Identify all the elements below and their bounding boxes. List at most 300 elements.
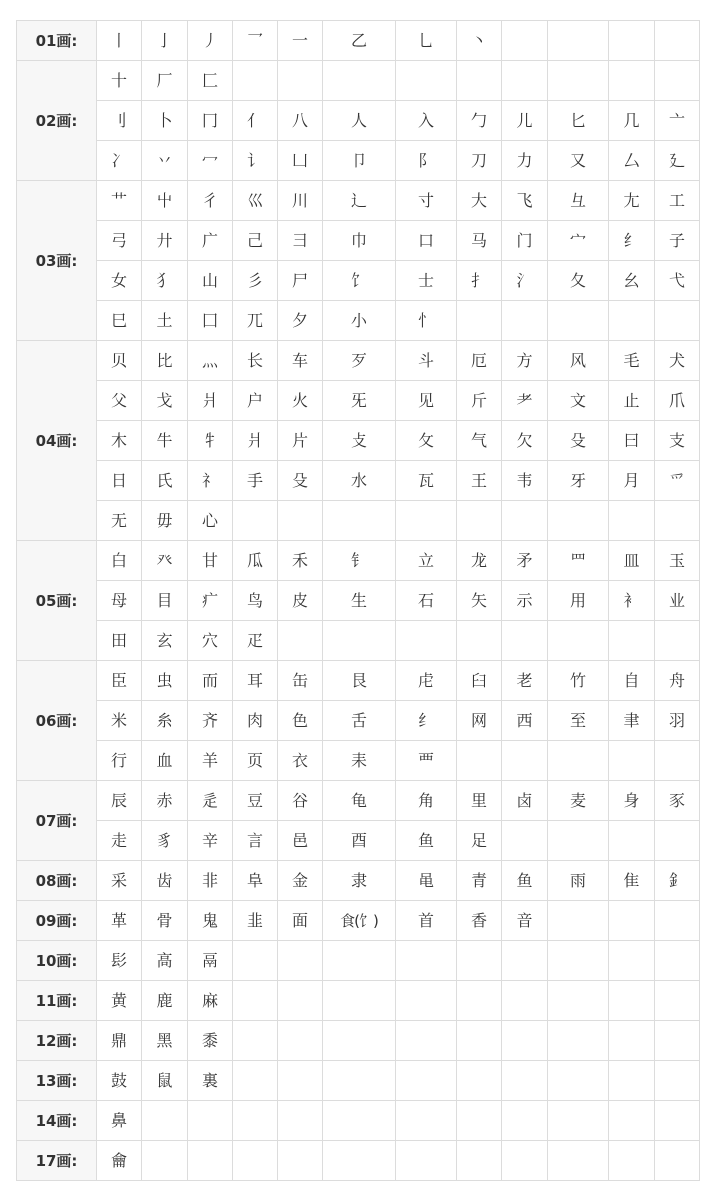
radical-cell: 刂 — [97, 101, 142, 141]
radical-cell: 马 — [457, 221, 502, 261]
stroke-count-label: 10画: — [17, 941, 97, 981]
radical-cell: 十 — [97, 61, 142, 101]
empty-cell — [396, 1141, 457, 1181]
stroke-count-label: 11画: — [17, 981, 97, 1021]
radical-cell: 舟 — [655, 661, 700, 701]
radical-cell: 冫 — [97, 141, 142, 181]
radical-cell: 龙 — [457, 541, 502, 581]
table-row — [17, 461, 700, 501]
empty-cell — [655, 941, 700, 981]
table-row — [17, 1061, 700, 1101]
radical-cell: 身 — [609, 781, 655, 821]
empty-cell — [548, 1141, 609, 1181]
radical-cell: 虫 — [142, 661, 188, 701]
radical-cell: 乚 — [396, 21, 457, 61]
radical-cell: 斗 — [396, 341, 457, 381]
radical-cell: 刀 — [457, 141, 502, 181]
radical-cell: 色 — [278, 701, 323, 741]
radical-cell: 力 — [502, 141, 548, 181]
empty-cell — [609, 901, 655, 941]
radical-cell: 勹 — [457, 101, 502, 141]
radical-cell: 爿 — [233, 421, 278, 461]
radical-cell: 黾 — [396, 861, 457, 901]
empty-cell — [278, 621, 323, 661]
radical-cell: 衣 — [278, 741, 323, 781]
radical-cell: 幺 — [609, 261, 655, 301]
stroke-count-label: 03画: — [17, 181, 97, 341]
empty-cell — [396, 941, 457, 981]
table-row — [17, 421, 700, 461]
empty-cell — [278, 1141, 323, 1181]
radical-cell: 业 — [655, 581, 700, 621]
empty-cell — [323, 981, 396, 1021]
radical-cell: 言 — [233, 821, 278, 861]
radical-cell: 而 — [188, 661, 233, 701]
radical-cell: 艹 — [97, 181, 142, 221]
table-row — [17, 261, 700, 301]
table-row — [17, 341, 700, 381]
radical-cell: 贝 — [97, 341, 142, 381]
radical-cell: 黄 — [97, 981, 142, 1021]
table-row — [17, 1141, 700, 1181]
radical-cell: 豕 — [655, 781, 700, 821]
radical-cell: 风 — [548, 341, 609, 381]
radical-cell: 工 — [655, 181, 700, 221]
radical-cell: 瓦 — [396, 461, 457, 501]
radical-cell: 夂 — [548, 261, 609, 301]
radical-cell: 老 — [502, 661, 548, 701]
radical-cell: 黑 — [142, 1021, 188, 1061]
radical-cell: 犬 — [655, 341, 700, 381]
radical-cell: 女 — [97, 261, 142, 301]
empty-cell — [655, 1061, 700, 1101]
radical-cell: 弓 — [97, 221, 142, 261]
table-row — [17, 501, 700, 541]
radical-cell: 行 — [97, 741, 142, 781]
radical-cell: 土 — [142, 301, 188, 341]
radical-cell: 川 — [278, 181, 323, 221]
table-row — [17, 101, 700, 141]
radical-cell: 用 — [548, 581, 609, 621]
radical-cell: 非 — [188, 861, 233, 901]
table-row — [17, 701, 700, 741]
empty-cell — [548, 741, 609, 781]
radical-cell: 乛 — [233, 21, 278, 61]
radical-cell: 亻 — [233, 101, 278, 141]
empty-cell — [609, 301, 655, 341]
radical-cell: 丿 — [188, 21, 233, 61]
radical-cell: 甘 — [188, 541, 233, 581]
table-row — [17, 1101, 700, 1141]
radical-cell: 日 — [97, 461, 142, 501]
empty-cell — [548, 981, 609, 1021]
radical-cell: 夕 — [278, 301, 323, 341]
radical-cell: 罒 — [548, 541, 609, 581]
radical-cell: 方 — [502, 341, 548, 381]
radical-cell: 齐 — [188, 701, 233, 741]
table-row — [17, 1021, 700, 1061]
radical-cell: 肉 — [233, 701, 278, 741]
radical-cell: 斤 — [457, 381, 502, 421]
empty-cell — [655, 621, 700, 661]
radical-cell: 人 — [323, 101, 396, 141]
radical-cell: 耂 — [502, 381, 548, 421]
radical-cell: 月 — [609, 461, 655, 501]
radical-cell: 入 — [396, 101, 457, 141]
radical-cell: 生 — [323, 581, 396, 621]
empty-cell — [655, 1141, 700, 1181]
radical-cell: 糸 — [142, 701, 188, 741]
radical-cell: 网 — [457, 701, 502, 741]
empty-cell — [502, 981, 548, 1021]
stroke-count-label: 13画: — [17, 1061, 97, 1101]
radical-cell: 车 — [278, 341, 323, 381]
radical-cell: 鱼 — [396, 821, 457, 861]
empty-cell — [655, 1021, 700, 1061]
empty-cell — [323, 1021, 396, 1061]
table-row — [17, 621, 700, 661]
radical-cell: 彐 — [278, 221, 323, 261]
radical-cell: 巾 — [323, 221, 396, 261]
radical-cell: 舌 — [323, 701, 396, 741]
empty-cell — [323, 61, 396, 101]
radical-cell: 卤 — [502, 781, 548, 821]
empty-cell — [396, 1101, 457, 1141]
radical-cell: 丨 — [97, 21, 142, 61]
empty-cell — [655, 21, 700, 61]
radical-cell: 片 — [278, 421, 323, 461]
radical-cell: 毋 — [142, 501, 188, 541]
empty-cell — [655, 741, 700, 781]
empty-cell — [609, 981, 655, 1021]
empty-cell — [278, 1021, 323, 1061]
stroke-count-label: 08画: — [17, 861, 97, 901]
radical-cell: 火 — [278, 381, 323, 421]
empty-cell — [457, 981, 502, 1021]
radical-cell: 骨 — [142, 901, 188, 941]
empty-cell — [233, 61, 278, 101]
radical-cell: 氏 — [142, 461, 188, 501]
stroke-count-label: 05画: — [17, 541, 97, 661]
radical-cell: 耳 — [233, 661, 278, 701]
radical-cell: 牙 — [548, 461, 609, 501]
radical-cell: 无 — [97, 501, 142, 541]
radical-cell: 户 — [233, 381, 278, 421]
radical-cell: 小 — [323, 301, 396, 341]
empty-cell — [396, 1061, 457, 1101]
empty-cell — [396, 501, 457, 541]
radical-cell: 豆 — [233, 781, 278, 821]
radical-cell: 自 — [609, 661, 655, 701]
radical-cell: 彳 — [188, 181, 233, 221]
radical-cell: 戈 — [142, 381, 188, 421]
radical-cell: 鼻 — [97, 1101, 142, 1141]
radical-cell: 食(饣) — [323, 901, 396, 941]
radical-cell: 西 — [502, 701, 548, 741]
empty-cell — [655, 1101, 700, 1141]
radical-cell: 廴 — [655, 141, 700, 181]
radical-cell: 面 — [278, 901, 323, 941]
empty-cell — [548, 901, 609, 941]
empty-cell — [655, 301, 700, 341]
radical-cell: 鱼 — [502, 861, 548, 901]
radical-cell: 囗 — [188, 301, 233, 341]
table-row — [17, 981, 700, 1021]
empty-cell — [609, 1061, 655, 1101]
radical-cell: 见 — [396, 381, 457, 421]
radical-cell: 止 — [609, 381, 655, 421]
empty-cell — [548, 1101, 609, 1141]
radical-cell: 鼠 — [142, 1061, 188, 1101]
empty-cell — [502, 741, 548, 781]
radical-cell: 辶 — [323, 181, 396, 221]
table-row — [17, 381, 700, 421]
radical-cell: 卜 — [142, 101, 188, 141]
empty-cell — [233, 1141, 278, 1181]
radical-cell: 大 — [457, 181, 502, 221]
radical-cell: 石 — [396, 581, 457, 621]
radical-cell: 支 — [655, 421, 700, 461]
radical-cell: 弋 — [655, 261, 700, 301]
radical-cell: 欠 — [502, 421, 548, 461]
empty-cell — [548, 621, 609, 661]
radical-cell: 儿 — [502, 101, 548, 141]
empty-cell — [396, 61, 457, 101]
radical-cell: 角 — [396, 781, 457, 821]
radical-cell: 禾 — [278, 541, 323, 581]
radical-cell: 寸 — [396, 181, 457, 221]
radical-cell: 攵 — [396, 421, 457, 461]
radical-cell: 玄 — [142, 621, 188, 661]
empty-cell — [609, 61, 655, 101]
empty-cell — [323, 1141, 396, 1181]
radical-cell: 攴 — [323, 421, 396, 461]
radical-cell: 讠 — [233, 141, 278, 181]
radical-cell: 飞 — [502, 181, 548, 221]
empty-cell — [278, 1061, 323, 1101]
empty-cell — [502, 61, 548, 101]
table-body — [17, 21, 700, 1181]
radical-cell: 氵 — [502, 261, 548, 301]
radical-cell: 文 — [548, 381, 609, 421]
radical-cell: 巳 — [97, 301, 142, 341]
radical-cell: 赤 — [142, 781, 188, 821]
radical-cell: 隹 — [609, 861, 655, 901]
radical-cell: 爫 — [655, 461, 700, 501]
stroke-count-label: 04画: — [17, 341, 97, 541]
radical-cell: 歹 — [323, 341, 396, 381]
radical-cell: 犭 — [142, 261, 188, 301]
radical-cell: 虍 — [396, 661, 457, 701]
radical-cell: 屮 — [142, 181, 188, 221]
radical-cell: 黍 — [188, 1021, 233, 1061]
radical-cell: 凵 — [278, 141, 323, 181]
radical-cell: 癶 — [142, 541, 188, 581]
radical-cell: 匕 — [548, 101, 609, 141]
radical-cell: 韦 — [502, 461, 548, 501]
empty-cell — [502, 1141, 548, 1181]
empty-cell — [548, 61, 609, 101]
empty-cell — [188, 1101, 233, 1141]
stroke-count-label: 17画: — [17, 1141, 97, 1181]
empty-cell — [457, 301, 502, 341]
radical-cell: 玉 — [655, 541, 700, 581]
radical-cell: 阜 — [233, 861, 278, 901]
radical-cell: 冖 — [188, 141, 233, 181]
radical-cell: 耒 — [323, 741, 396, 781]
empty-cell — [655, 61, 700, 101]
empty-cell — [142, 1141, 188, 1181]
radical-cell: 立 — [396, 541, 457, 581]
table-row — [17, 741, 700, 781]
radical-cell: 香 — [457, 901, 502, 941]
table-row — [17, 61, 700, 101]
empty-cell — [548, 1061, 609, 1101]
empty-cell — [609, 21, 655, 61]
radical-cell: 音 — [502, 901, 548, 941]
empty-cell — [396, 981, 457, 1021]
radical-cell: 纟 — [609, 221, 655, 261]
empty-cell — [278, 941, 323, 981]
radical-cell: 里 — [457, 781, 502, 821]
radical-cell: 兀 — [233, 301, 278, 341]
empty-cell — [457, 741, 502, 781]
radical-cell: 覀 — [396, 741, 457, 781]
empty-cell — [278, 61, 323, 101]
radical-cell: 忄 — [396, 301, 457, 341]
empty-cell — [233, 981, 278, 1021]
empty-cell — [457, 1101, 502, 1141]
table-row — [17, 141, 700, 181]
radical-cell: 皮 — [278, 581, 323, 621]
empty-cell — [457, 1141, 502, 1181]
empty-cell — [278, 981, 323, 1021]
empty-cell — [609, 621, 655, 661]
empty-cell — [457, 941, 502, 981]
radical-cell: 鼎 — [97, 1021, 142, 1061]
radical-cell: 艮 — [323, 661, 396, 701]
radical-cell: 鸟 — [233, 581, 278, 621]
radical-cell: 血 — [142, 741, 188, 781]
radical-cell: 目 — [142, 581, 188, 621]
empty-cell — [278, 501, 323, 541]
radical-cell: 臣 — [97, 661, 142, 701]
radical-cell: 门 — [502, 221, 548, 261]
empty-cell — [548, 1021, 609, 1061]
radical-cell: 辛 — [188, 821, 233, 861]
radical-cell: 阝 — [396, 141, 457, 181]
empty-cell — [457, 61, 502, 101]
radical-cell: 灬 — [188, 341, 233, 381]
empty-cell — [233, 1061, 278, 1101]
radical-cell: 水 — [323, 461, 396, 501]
radical-stroke-table — [16, 20, 700, 1181]
empty-cell — [323, 621, 396, 661]
radical-cell: 一 — [278, 21, 323, 61]
table-row — [17, 221, 700, 261]
empty-cell — [502, 621, 548, 661]
radical-cell: 宀 — [548, 221, 609, 261]
radical-cell: 鹿 — [142, 981, 188, 1021]
radical-cell: 麦 — [548, 781, 609, 821]
radical-cell: 子 — [655, 221, 700, 261]
empty-cell — [142, 1101, 188, 1141]
radical-cell: 瓜 — [233, 541, 278, 581]
radical-cell: 礻 — [188, 461, 233, 501]
radical-cell: 广 — [188, 221, 233, 261]
radical-cell: 革 — [97, 901, 142, 941]
radical-cell: 厂 — [142, 61, 188, 101]
radical-cell: 毛 — [609, 341, 655, 381]
stroke-count-label: 06画: — [17, 661, 97, 781]
empty-cell — [548, 821, 609, 861]
radical-cell: 龟 — [323, 781, 396, 821]
radical-cell: 匚 — [188, 61, 233, 101]
stroke-count-label: 12画: — [17, 1021, 97, 1061]
radical-cell: 竹 — [548, 661, 609, 701]
radical-cell: 龠 — [97, 1141, 142, 1181]
empty-cell — [609, 741, 655, 781]
radical-cell: 比 — [142, 341, 188, 381]
radical-cell: 几 — [609, 101, 655, 141]
empty-cell — [323, 941, 396, 981]
radical-cell: 鼓 — [97, 1061, 142, 1101]
radical-cell: 又 — [548, 141, 609, 181]
table-row — [17, 21, 700, 61]
radical-cell: 八 — [278, 101, 323, 141]
empty-cell — [502, 821, 548, 861]
table-row — [17, 901, 700, 941]
radical-cell: 口 — [396, 221, 457, 261]
radical-cell: 酉 — [323, 821, 396, 861]
radical-cell: 丶 — [457, 21, 502, 61]
empty-cell — [323, 1101, 396, 1141]
radical-cell: 聿 — [609, 701, 655, 741]
radical-cell: 王 — [457, 461, 502, 501]
radical-cell: 亠 — [655, 101, 700, 141]
empty-cell — [233, 1101, 278, 1141]
radical-cell: 羊 — [188, 741, 233, 781]
radical-cell: 髟 — [97, 941, 142, 981]
radical-cell: 隶 — [323, 861, 396, 901]
radical-cell: 衤 — [609, 581, 655, 621]
radical-cell: 饣 — [323, 261, 396, 301]
radical-cell: 鬼 — [188, 901, 233, 941]
radical-cell: 扌 — [457, 261, 502, 301]
radical-cell: 豸 — [142, 821, 188, 861]
table-row — [17, 781, 700, 821]
radical-cell: 亅 — [142, 21, 188, 61]
radical-cell: 钅 — [323, 541, 396, 581]
radical-cell: 卩 — [323, 141, 396, 181]
radical-cell: 羽 — [655, 701, 700, 741]
empty-cell — [655, 821, 700, 861]
empty-cell — [609, 1021, 655, 1061]
empty-cell — [655, 501, 700, 541]
radical-cell: 谷 — [278, 781, 323, 821]
empty-cell — [457, 1061, 502, 1101]
empty-cell — [502, 1061, 548, 1101]
radical-cell: 至 — [548, 701, 609, 741]
radical-cell: 齿 — [142, 861, 188, 901]
radical-cell: 辵 — [188, 781, 233, 821]
radical-cell: 气 — [457, 421, 502, 461]
table-row — [17, 941, 700, 981]
radical-cell: 冂 — [188, 101, 233, 141]
radical-cell: 彡 — [233, 261, 278, 301]
radical-cell: 首 — [396, 901, 457, 941]
radical-cell: 鬲 — [188, 941, 233, 981]
